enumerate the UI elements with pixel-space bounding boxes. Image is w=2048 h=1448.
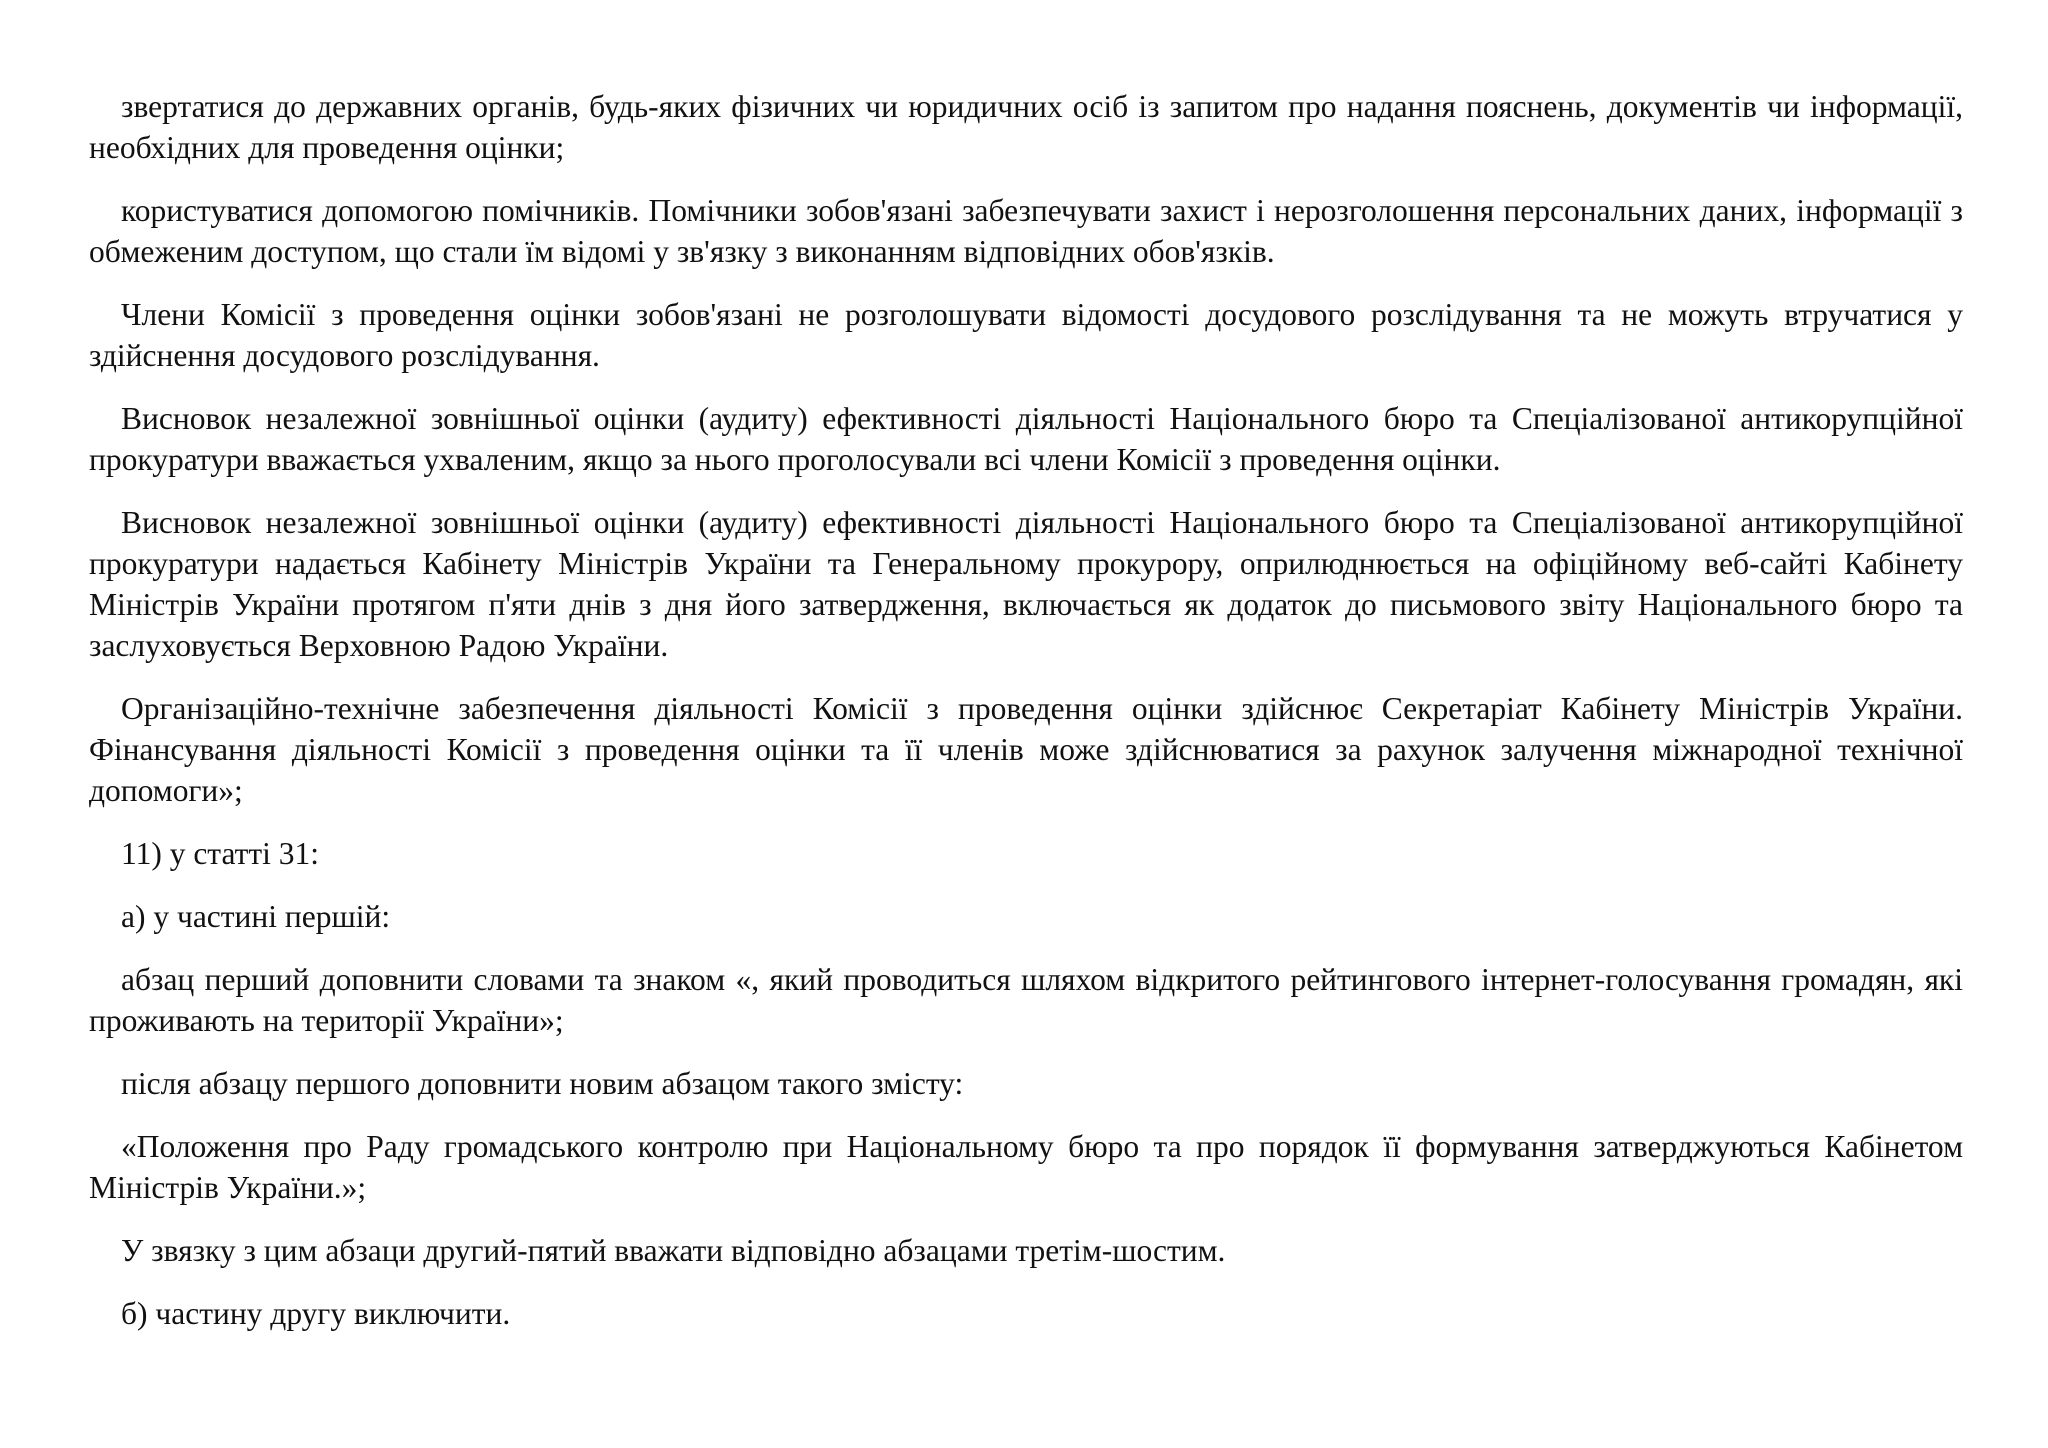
paragraph-part-one: а) у частині першій: <box>121 899 391 934</box>
paragraph-renumbering: У звязку з цим абзаци другий-пятий вважати відповідно абзацами третім-шостим. <box>121 1233 1226 1268</box>
paragraph-supplement-first-paragraph: абзац перший доповнити словами та знаком «, який проводиться шляхом відкритого рейтингового інтернет-голосування громадян, які проживають на території України»; <box>89 962 1963 1038</box>
paragraph-request-information: звертатися до державних органів, будь-яких фізичних чи юридичних осіб із запитом про надання пояснень, документів чи інформації, необхідних для проведення оцінки; <box>89 89 1963 165</box>
paragraph-new-paragraph-intro: після абзацу першого доповнити новим абзацом такого змісту: <box>121 1066 964 1101</box>
paragraph-assistants: користуватися допомогою помічників. Помічники зобов'язані забезпечувати захист і нерозголошення персональних даних, інформації з обмеженим доступом, що стали їм відомі у зв'язку з виконанням відповідних обов'язків. <box>89 193 1963 269</box>
paragraph-article-31: 11) у статті 31: <box>121 836 320 871</box>
paragraph-exclude-part-two: б) частину другу виключити. <box>121 1296 511 1331</box>
paragraph-organizational-support: Організаційно-технічне забезпечення діяльності Комісії з проведення оцінки здійснює Секретаріат Кабінету Міністрів України. Фінансування діяльності Комісії з проведення оцінки та її членів може здійснюватися за рахунок залучення міжнародної технічної допомоги»; <box>89 691 1963 808</box>
paragraph-public-control-council: «Положення про Раду громадського контролю при Національному бюро та про порядок її формування затверджуються Кабінетом Міністрів України.»; <box>89 1129 1963 1205</box>
paragraph-conclusion-submission: Висновок незалежної зовнішньої оцінки (аудиту) ефективності діяльності Національного бюро та Спеціалізованої антикорупційної прокуратури надається Кабінету Міністрів України та Генеральному прокурору, оприлюднюється на офіційному веб-сайті Кабінету Міністрів України протягом п'яти днів з дня його затвердження, включається як додаток до письмового звіту Національного бюро та заслуховується Верховною Радою України. <box>89 505 1963 663</box>
document-page <box>89 86 1963 1356</box>
paragraph-conclusion-approval: Висновок незалежної зовнішньої оцінки (аудиту) ефективності діяльності Національного бюро та Спеціалізованої антикорупційної прокуратури вважається ухваленим, якщо за нього проголосували всі члени Комісії з проведення оцінки. <box>89 401 1963 477</box>
paragraph-confidentiality: Члени Комісії з проведення оцінки зобов'язані не розголошувати відомості досудового розслідування та не можуть втручатися у здійснення досудового розслідування. <box>89 297 1963 373</box>
